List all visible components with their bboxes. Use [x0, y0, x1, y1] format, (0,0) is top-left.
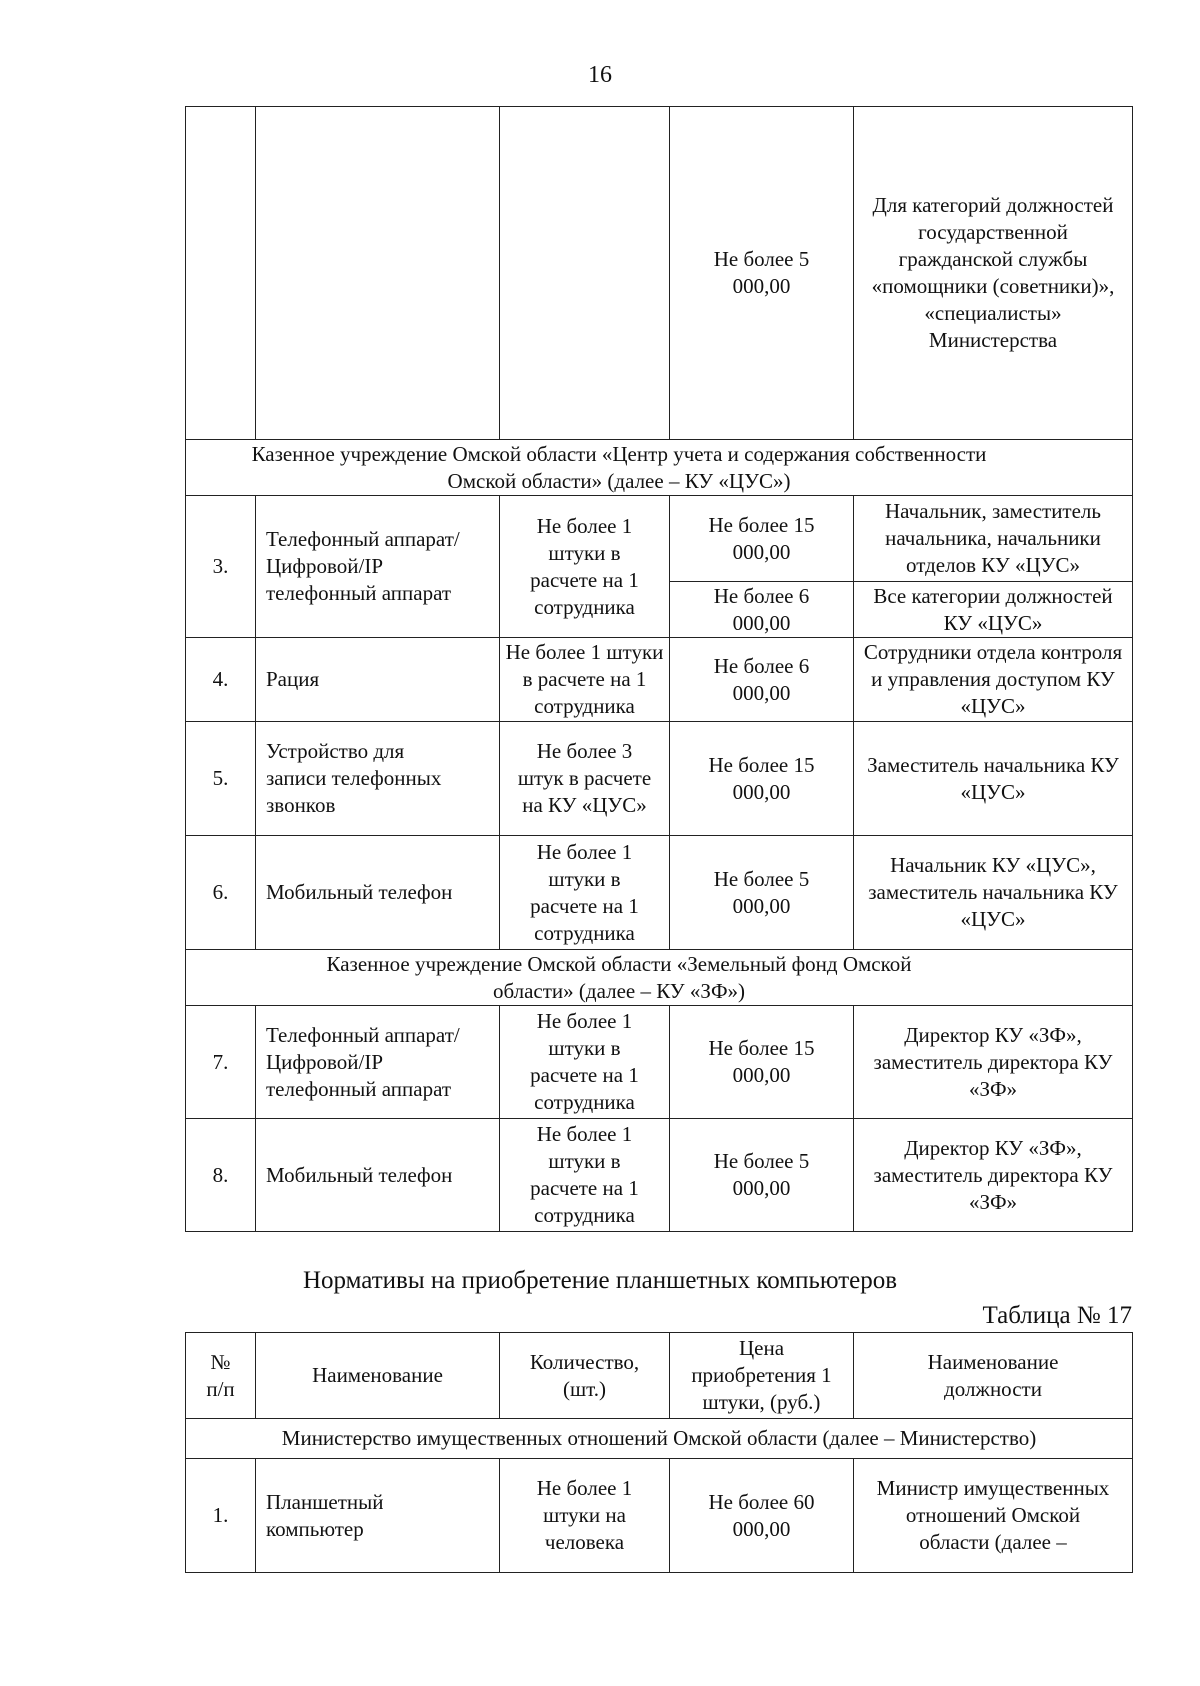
- qty-cell: Не более 1 штуки на человека: [500, 1459, 670, 1573]
- position-cell: Все категории должностей КУ «ЦУС»: [854, 582, 1133, 638]
- price-cell: Не более 15 000,00: [670, 496, 854, 582]
- table-row: [186, 1119, 1133, 1232]
- table-row: [186, 836, 1133, 950]
- name-cell: Мобильный телефон: [256, 836, 500, 950]
- qty-cell: Не более 3 штук в расчете на КУ «ЦУС»: [500, 722, 670, 836]
- price-cell: Не более 5 000,00: [670, 107, 854, 440]
- section-heading-zf: Казенное учреждение Омской области «Земельный фонд Омской области» (далее – КУ «ЗФ»): [186, 950, 1133, 1006]
- position-cell: Министр имущественных отношений Омской области (далее –: [854, 1459, 1133, 1573]
- position-cell: Директор КУ «ЗФ», заместитель директора КУ «ЗФ»: [854, 1119, 1133, 1232]
- price-cell: Не более 5 000,00: [670, 1119, 854, 1232]
- num-cell: [186, 107, 256, 440]
- qty-cell: [500, 107, 670, 440]
- price-cell: Не более 6 000,00: [670, 638, 854, 722]
- num-cell: 7.: [186, 1006, 256, 1119]
- header-price: Цена приобретения 1 штуки, (руб.): [670, 1333, 854, 1419]
- name-cell: Планшетный компьютер: [256, 1459, 500, 1573]
- price-cell: Не более 15 000,00: [670, 1006, 854, 1119]
- table-row: [186, 722, 1133, 836]
- table-row: [186, 1459, 1133, 1573]
- position-cell: Начальник, заместитель начальника, начальники отделов КУ «ЦУС»: [854, 496, 1133, 582]
- qty-cell: Не более 1 штуки в расчете на 1 сотрудника: [500, 1119, 670, 1232]
- section-row: [186, 950, 1133, 1006]
- num-cell: 3.: [186, 496, 256, 638]
- qty-cell: Не более 1 штуки в расчете на 1 сотрудника: [500, 836, 670, 950]
- price-cell: Не более 60 000,00: [670, 1459, 854, 1573]
- name-cell: Телефонный аппарат/Цифровой/IP телефонный аппарат: [256, 1006, 500, 1119]
- header-name: Наименование: [256, 1333, 500, 1419]
- header-row: [186, 1333, 1133, 1419]
- header-position: Наименование должности: [854, 1333, 1133, 1419]
- qty-cell: Не более 1 штуки в расчете на 1 сотрудника: [500, 496, 670, 638]
- name-cell: Телефонный аппарат/Цифровой/IP телефонный аппарат: [256, 496, 500, 638]
- section-heading-cus: Казенное учреждение Омской области «Центр учета и содержания собственности Омской области» (далее – КУ «ЦУС»): [186, 440, 1133, 496]
- num-cell: 1.: [186, 1459, 256, 1573]
- qty-cell: Не более 1 штуки в расчете на 1 сотрудника: [500, 1006, 670, 1119]
- section-row: [186, 1419, 1133, 1459]
- table-label: Таблица № 17: [982, 1302, 1132, 1329]
- position-cell: Для категорий должностей государственной гражданской службы «помощники (советники)», «специалисты» Министерства: [854, 107, 1133, 440]
- equipment-norms-table: [185, 106, 1133, 1232]
- num-cell: 6.: [186, 836, 256, 950]
- table-row: [186, 638, 1133, 722]
- section-title: Нормативы на приобретение планшетных компьютеров: [302, 1267, 898, 1294]
- name-cell: Мобильный телефон: [256, 1119, 500, 1232]
- page-number: 16: [588, 62, 612, 88]
- num-cell: 8.: [186, 1119, 256, 1232]
- section-heading-ministry: Министерство имущественных отношений Омской области (далее – Министерство): [186, 1419, 1133, 1459]
- qty-cell: Не более 1 штуки в расчете на 1 сотрудника: [500, 638, 670, 722]
- header-num: № п/п: [186, 1333, 256, 1419]
- num-cell: 5.: [186, 722, 256, 836]
- position-cell: Заместитель начальника КУ «ЦУС»: [854, 722, 1133, 836]
- price-cell: Не более 15 000,00: [670, 722, 854, 836]
- header-qty: Количество, (шт.): [500, 1333, 670, 1419]
- table-row: [186, 107, 1133, 440]
- name-cell: Рация: [256, 638, 500, 722]
- num-cell: 4.: [186, 638, 256, 722]
- price-cell: Не более 6 000,00: [670, 582, 854, 638]
- name-cell: Устройство для записи телефонных звонков: [256, 722, 500, 836]
- position-cell: Начальник КУ «ЦУС», заместитель начальника КУ «ЦУС»: [854, 836, 1133, 950]
- section-row: [186, 440, 1133, 496]
- position-cell: Директор КУ «ЗФ», заместитель директора КУ «ЗФ»: [854, 1006, 1133, 1119]
- name-cell: [256, 107, 500, 440]
- price-cell: Не более 5 000,00: [670, 836, 854, 950]
- table-row: [186, 496, 1133, 582]
- table-row: [186, 1006, 1133, 1119]
- position-cell: Сотрудники отдела контроля и управления доступом КУ «ЦУС»: [854, 638, 1133, 722]
- tablet-norms-table: [185, 1332, 1133, 1573]
